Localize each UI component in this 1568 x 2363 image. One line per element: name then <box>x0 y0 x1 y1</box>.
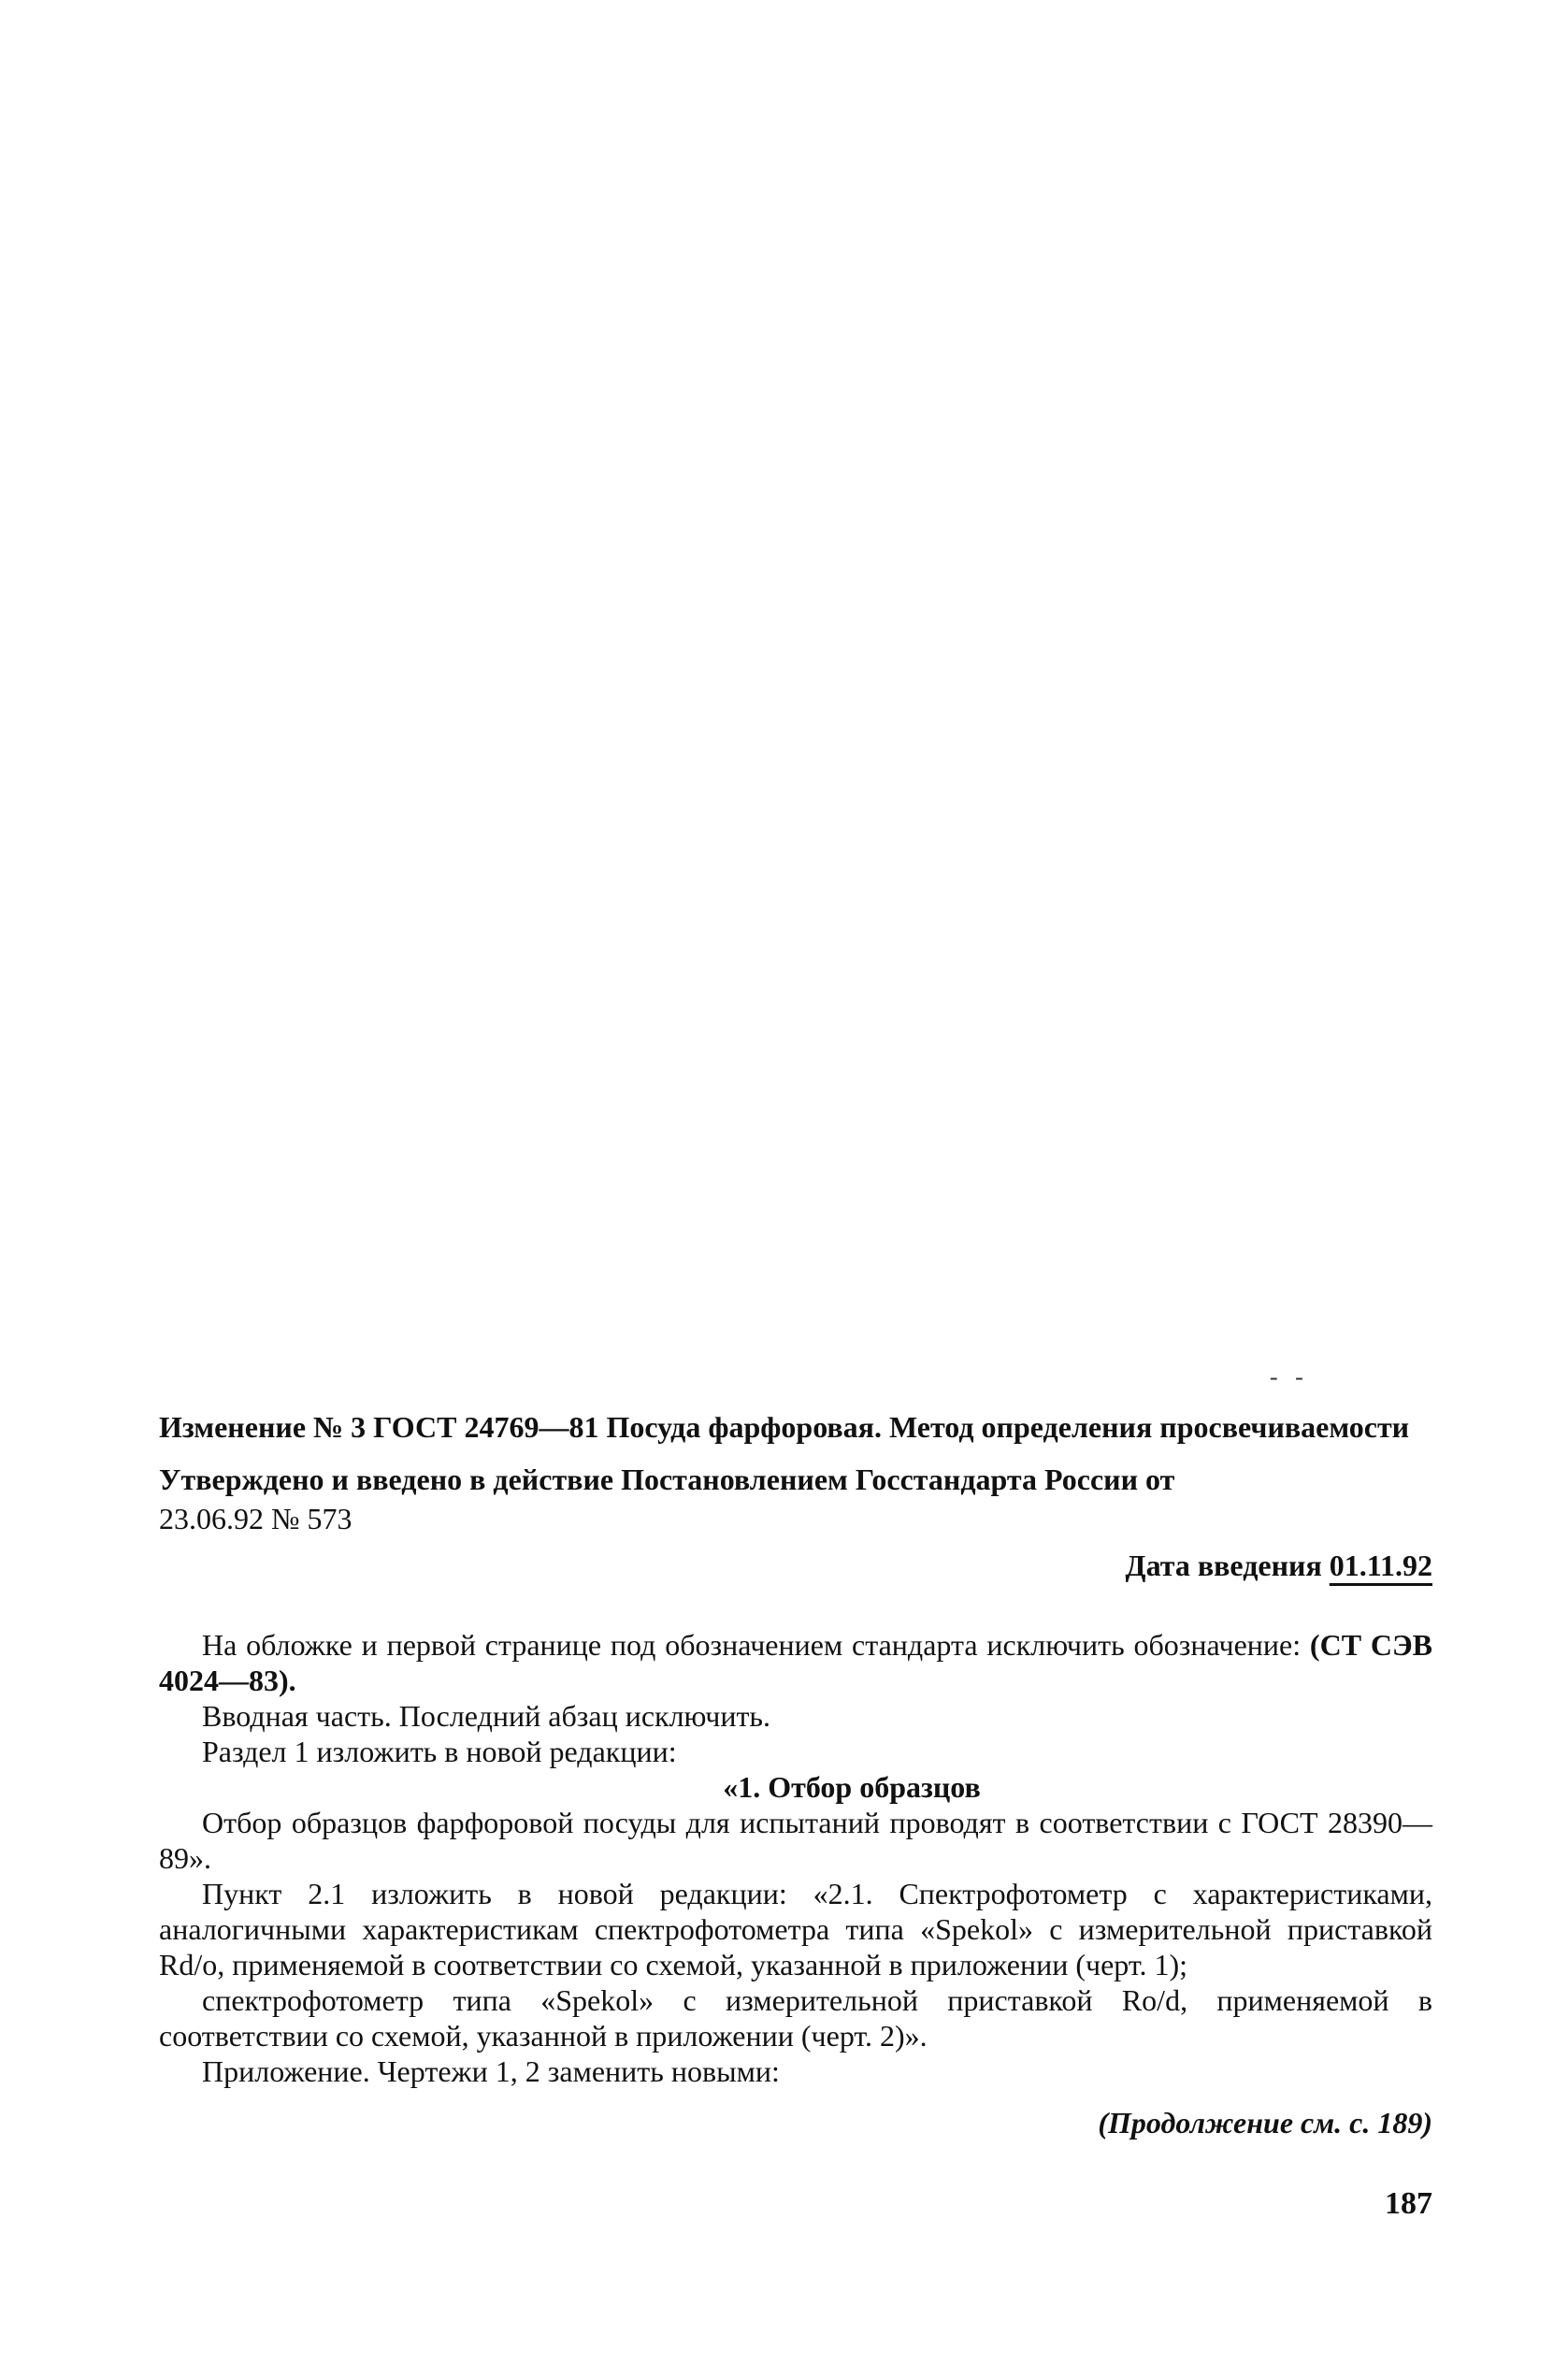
effective-date-value: 01.11.92 <box>1329 1549 1432 1582</box>
paragraph-spectrophotometer: спектрофотометр типа «Spekol» с измерительной приставкой Ro/d, применяемой в соответствии со схемой, указанной в приложении (черт. 2)». <box>159 1983 1432 2053</box>
paragraph-clause-2-1: Пункт 2.1 изложить в новой редакции: «2.1. Спектрофотометр с характеристиками, аналогичными характеристикам спектрофотометра типа «Spekol» с измерительной приставкой Rd/o, применяемой в соответствии со схемой, указанной в приложении (черт. 1); <box>159 1877 1432 1981</box>
amendment-title: Изменение № 3 ГОСТ 24769—81 Посуда фарфоровая. Метод определения просвечиваемости <box>159 1410 1410 1444</box>
paragraph-cover-code: (СТ СЭВ 4024—83). <box>159 1628 1432 1697</box>
paragraph-cover-change <box>159 1627 1432 1698</box>
amendment-header <box>159 1407 1432 1585</box>
approval-statement <box>159 1460 1432 1538</box>
paragraph-sampling: Отбор образцов фарфоровой посуды для испытаний проводят в соответствии с ГОСТ 28390—89». <box>159 1806 1432 1875</box>
approval-number: 23.06.92 № 573 <box>159 1502 352 1535</box>
paragraph-cover-text: На обложке и первой странице под обозначением стандарта исключить обозначение: <box>202 1628 1302 1662</box>
paragraph-appendix: Приложение. Чертежи 1, 2 заменить новыми: <box>202 2054 780 2088</box>
paragraph-intro: Вводная часть. Последний абзац исключить. <box>202 1699 771 1733</box>
section-heading: «1. Отбор образцов <box>723 1770 981 1804</box>
page-number: 187 <box>1385 2186 1432 2221</box>
effective-date-line <box>159 1546 1432 1585</box>
continuation-note: (Продолжение см. с. 189) <box>1098 2106 1432 2140</box>
approval-text: Утверждено и введено в действие Постановлением Госстандарта России от <box>159 1462 1175 1496</box>
paragraph-section-1: Раздел 1 изложить в новой редакции: <box>202 1735 677 1768</box>
amendment-body <box>159 1627 1432 2089</box>
effective-date-label: Дата введения <box>1125 1549 1322 1582</box>
scan-marks: - - <box>1270 1363 1309 1390</box>
